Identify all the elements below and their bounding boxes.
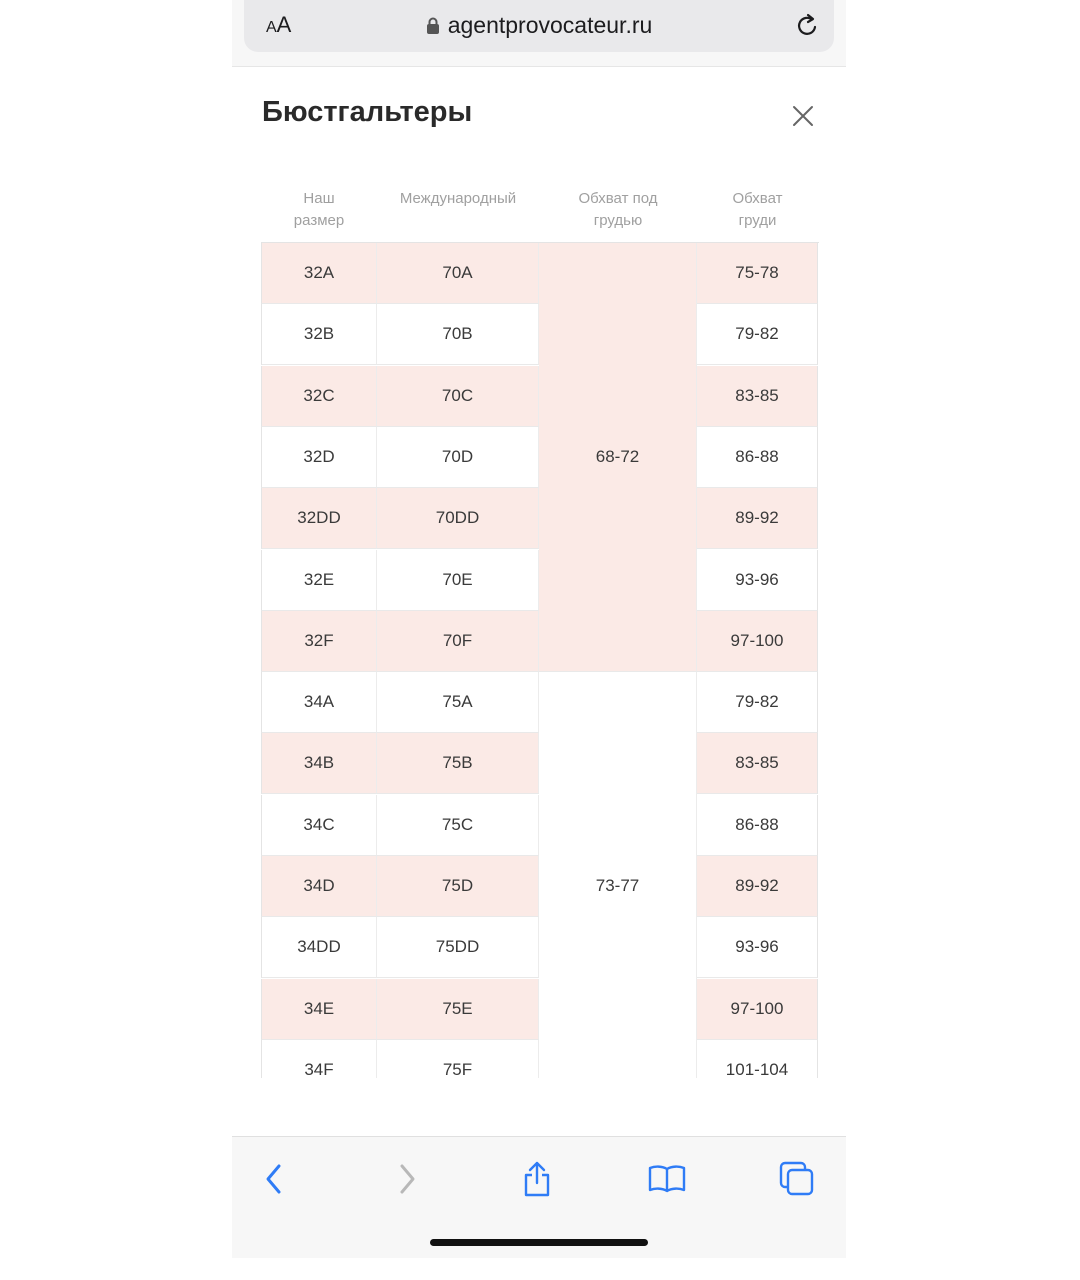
cell-bust: 101-104 [697,1040,818,1078]
modal-title: Бюстгальтеры [262,96,473,128]
lock-icon [426,17,440,35]
cell-international: 70DD [377,488,539,549]
cell-bust: 79-82 [697,304,818,365]
cell-international: 75D [377,856,539,917]
forward-button[interactable] [385,1157,429,1201]
cell-bust: 89-92 [697,488,818,549]
cell-international: 70C [377,366,539,427]
bookmarks-icon [648,1164,686,1194]
cell-underbust-group: 68-72 [539,243,697,672]
cell-our-size: 32F [261,611,377,672]
cell-bust: 97-100 [697,979,818,1040]
phone-screen [232,0,846,1258]
reload-icon[interactable] [794,12,820,40]
cell-international: 75E [377,979,539,1040]
cell-our-size: 32B [261,304,377,365]
browser-address-area [232,0,846,67]
cell-international: 75A [377,672,539,733]
cell-our-size: 34C [261,795,377,856]
cell-our-size: 32C [261,366,377,427]
cell-bust: 83-85 [697,366,818,427]
cell-international: 75B [377,733,539,794]
cell-international: 70E [377,550,539,611]
header-underbust: Обхват под грудью [578,190,658,229]
cell-our-size: 34B [261,733,377,794]
cell-our-size: 32E [261,550,377,611]
home-indicator[interactable] [430,1239,648,1246]
cell-our-size: 34E [261,979,377,1040]
cell-bust: 86-88 [697,427,818,488]
back-button[interactable] [252,1157,296,1201]
cell-our-size: 34F [261,1040,377,1078]
cell-bust: 86-88 [697,795,818,856]
cell-bust: 83-85 [697,733,818,794]
header-our-size: Наш размер [293,190,345,229]
close-icon[interactable] [790,103,816,129]
reader-text-size-button[interactable]: AA [266,12,292,37]
header-international: Международный [399,190,517,207]
cell-our-size: 32DD [261,488,377,549]
cell-international: 70F [377,611,539,672]
header-bust: Обхват груди [732,190,783,229]
back-icon [264,1163,284,1195]
cell-international: 70D [377,427,539,488]
cell-international: 75C [377,795,539,856]
cell-bust: 89-92 [697,856,818,917]
cell-international: 70A [377,243,539,304]
table-body [261,242,819,1078]
cell-international: 75DD [377,917,539,978]
url-text: agentprovocateur.ru [447,12,653,38]
tabs-button[interactable] [775,1157,819,1201]
cell-bust: 93-96 [697,917,818,978]
share-button[interactable] [515,1157,559,1201]
cell-our-size: 32D [261,427,377,488]
cell-international: 75F [377,1040,539,1078]
cell-underbust-group: 73-77 [539,672,697,1078]
cell-our-size: 32A [261,243,377,304]
address-bar[interactable] [244,0,834,52]
size-table [261,180,819,1078]
browser-toolbar [232,1136,846,1258]
forward-icon [397,1163,417,1195]
cell-international: 70B [377,304,539,365]
cell-our-size: 34DD [261,917,377,978]
cell-our-size: 34A [261,672,377,733]
url-field[interactable] [244,12,834,39]
cell-our-size: 34D [261,856,377,917]
cell-bust: 79-82 [697,672,818,733]
cell-bust: 97-100 [697,611,818,672]
cell-bust: 75-78 [697,243,818,304]
bookmarks-button[interactable] [645,1157,689,1201]
tabs-icon [779,1161,815,1197]
cell-bust: 93-96 [697,550,818,611]
share-icon [522,1161,552,1197]
